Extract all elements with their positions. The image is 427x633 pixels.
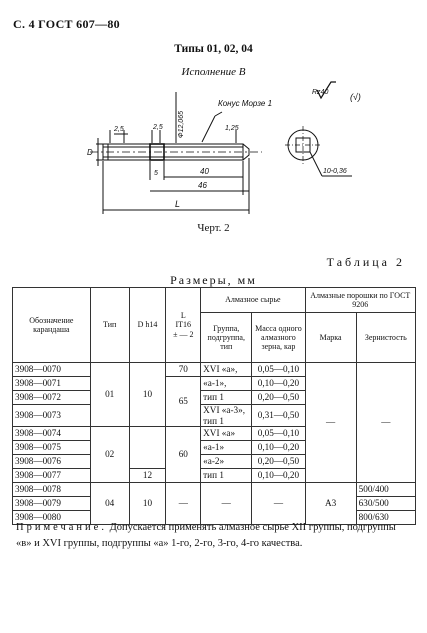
dim-46: 46 xyxy=(198,181,207,190)
table-row-code: 3908—0078 xyxy=(13,483,91,497)
cell-grain: 800/630 xyxy=(356,511,415,525)
cell-mass: 0,10—0,20 xyxy=(252,469,305,483)
dim-1-25: 1,25 xyxy=(225,125,239,132)
cell-L: 60 xyxy=(166,427,201,483)
cell-group: тип 1 xyxy=(201,469,252,483)
table-row-code: 3908—0073 xyxy=(13,405,91,427)
cell-group: «а-2» xyxy=(201,455,252,469)
cell-L: 65 xyxy=(166,377,201,427)
cell-mass: 0,20—0,50 xyxy=(252,391,305,405)
roughness-check: (√) xyxy=(350,92,361,102)
header-mark: Марка xyxy=(305,313,356,363)
cell-group xyxy=(201,405,252,427)
cell-group-line: тип 1 xyxy=(203,415,224,426)
cell-group: — xyxy=(201,483,252,525)
cell-mark: — xyxy=(305,363,356,483)
header-designation: Обозначение карандаша xyxy=(13,288,91,363)
types-title: Типы 01, 02, 04 xyxy=(174,43,253,55)
dim-40: 40 xyxy=(200,167,209,176)
table-label: Таблица 2 xyxy=(326,255,405,269)
cell-D xyxy=(129,427,166,469)
page-header: С. 4 ГОСТ 607—80 xyxy=(13,17,120,31)
cell-mass: — xyxy=(252,483,305,525)
table-row-code: 3908—0079 xyxy=(13,497,91,511)
header-group: Группа, подгруппа, тип xyxy=(201,313,252,363)
dimensions-table xyxy=(12,287,416,525)
dim-2-5a: 2,5 xyxy=(114,126,124,133)
cell-mass: 0,10—0,20 xyxy=(252,441,305,455)
table-row-code: 3908—0070 xyxy=(13,363,91,377)
header-D: D h14 xyxy=(129,288,166,363)
cell-group: «а-1» xyxy=(201,441,252,455)
header-L xyxy=(166,288,201,363)
header-type: Тип xyxy=(90,288,129,363)
dim-2-5b: 2,5 xyxy=(153,124,163,131)
cell-group: тип 1 xyxy=(201,391,252,405)
cell-grain: — xyxy=(356,363,415,483)
cell-D: 12 xyxy=(129,469,166,483)
variant-label: Исполнение В xyxy=(181,66,246,78)
cell-grain: 500/400 xyxy=(356,483,415,497)
table-row-code: 3908—0080 xyxy=(13,511,91,525)
dim-L: L xyxy=(175,199,181,209)
cell-mass: 0,05—0,10 xyxy=(252,363,305,377)
header-raw: Алмазное сырье xyxy=(201,288,305,313)
table-row-code: 3908—0076 xyxy=(13,455,91,469)
note-text: Допускается применять алмазное сырье XII группы, подгруппы «в» и XVI группы, подгруппы «а» 1-го, 2-го, 3-го, 4-го качества. xyxy=(16,522,396,549)
cell-L: 70 xyxy=(166,363,201,377)
cell-type: 02 xyxy=(90,427,129,483)
taper-label: Конус Морзе 1 xyxy=(218,99,273,108)
table-row-code: 3908—0072 xyxy=(13,391,91,405)
dim-5: 5 xyxy=(154,170,158,177)
note-label: Примечание. xyxy=(16,522,107,533)
cell-L: — xyxy=(166,483,201,525)
cell-mass: 0,20—0,50 xyxy=(252,455,305,469)
table-row-code: 3908—0075 xyxy=(13,441,91,455)
cell-mass: 0,10—0,20 xyxy=(252,377,305,391)
dim-phi: Ф12,065 xyxy=(178,111,185,138)
cell-group: XVI «а», xyxy=(201,363,252,377)
cell-grain: 630/500 xyxy=(356,497,415,511)
cell-type: 01 xyxy=(90,363,129,427)
cell-D: 10 xyxy=(129,363,166,427)
header-grain: Зернистость xyxy=(356,313,415,363)
header-L-bot: ± — 2 xyxy=(173,329,194,339)
header-L-top: L xyxy=(180,311,186,321)
dim-side: 10-0,36 xyxy=(323,168,347,175)
note xyxy=(16,520,411,552)
cell-type: 04 xyxy=(90,483,129,525)
cell-group: «а-1», xyxy=(201,377,252,391)
table-row-code: 3908—0077 xyxy=(13,469,91,483)
dim-D: D xyxy=(87,148,93,157)
header-powder: Алмазные порошки по ГОСТ 9206 xyxy=(305,288,416,313)
technical-drawing xyxy=(0,80,427,220)
cell-mass: 0,31—0,50 xyxy=(252,405,305,427)
figure-caption: Черт. 2 xyxy=(197,222,230,234)
table-row-code: 3908—0071 xyxy=(13,377,91,391)
table-title: Размеры, мм xyxy=(170,273,257,287)
cell-group-line: XVI «а-3», xyxy=(203,405,246,415)
roughness-label: Rz40 xyxy=(312,89,329,96)
header-L-mid: IT16 xyxy=(175,320,192,330)
cell-D: 10 xyxy=(129,483,166,525)
table-row-code: 3908—0074 xyxy=(13,427,91,441)
cell-mark: А3 xyxy=(305,483,356,525)
header-mass: Масса одного алмазного зерна, кар xyxy=(252,313,305,363)
cell-mass: 0,05—0,10 xyxy=(252,427,305,441)
cell-group: XVI «а» xyxy=(201,427,252,441)
